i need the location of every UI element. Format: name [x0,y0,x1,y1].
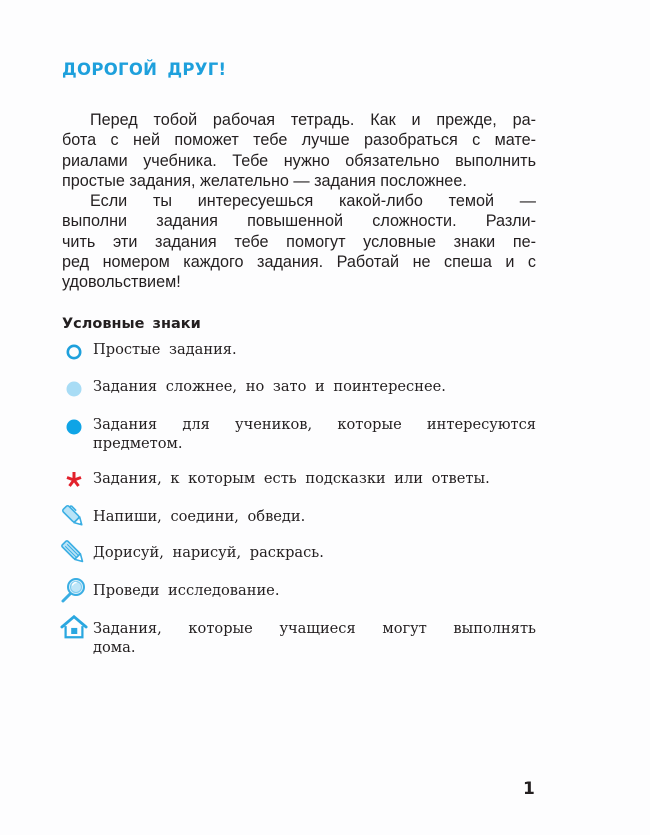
intro-paragraph [62,110,536,293]
page-number: 1 [523,779,535,799]
legend-text: Дорисуй, нарисуй, раскрась. [93,544,324,561]
legend-text: Простые задания. [93,341,237,358]
legend-text [93,619,536,657]
legend-text-line: предметом. [93,435,183,452]
legend-text-line: дома. [93,639,136,656]
light-filled-circle-icon [60,373,88,401]
intro-line: выполни задания повышенной сложности. Разли- [62,212,536,231]
asterisk-icon [60,465,88,493]
legend-text: Задания, к которым есть подсказки или ответы. [93,470,490,487]
legend-text-line: Задания для учеников, которые интересуются [93,416,536,433]
intro-line: удовольствием! [62,273,181,292]
legend-text: Напиши, соедини, обведи. [93,508,306,525]
house-icon [60,613,88,641]
legend-text: Задания сложнее, но зато и поинтереснее. [93,378,446,395]
intro-line: бота с ней поможет тебе лучше разобраться с мате- [62,131,536,150]
legend-title: Условные знаки [62,316,201,332]
intro-line: чить эти задания тебе помогут условные знаки пе- [62,232,536,251]
legend-text-line: Задания, которые учащиеся могут выполнять [93,620,536,637]
intro-line: Если ты интересуешься какой-либо темой — [90,192,536,211]
intro-line: риалами учебника. Тебе нужно обязательно выполнить [62,151,536,170]
intro-line: простые задания, желательно — задания посложнее. [62,171,467,190]
legend-text: Проведи исследование. [93,582,280,599]
intro-line: Перед тобой рабочая тетрадь. Как и прежде, ра- [90,111,536,129]
page-title: ДОРОГОЙ ДРУГ! [62,60,227,79]
legend-text [93,415,536,453]
pencil-icon [60,539,88,567]
intro-line: ред номером каждого задания. Работай не спеша и с [62,253,536,272]
hollow-circle-icon [60,336,88,364]
magnifier-icon [60,576,88,604]
pen-icon [60,503,88,531]
filled-circle-icon [60,411,88,439]
